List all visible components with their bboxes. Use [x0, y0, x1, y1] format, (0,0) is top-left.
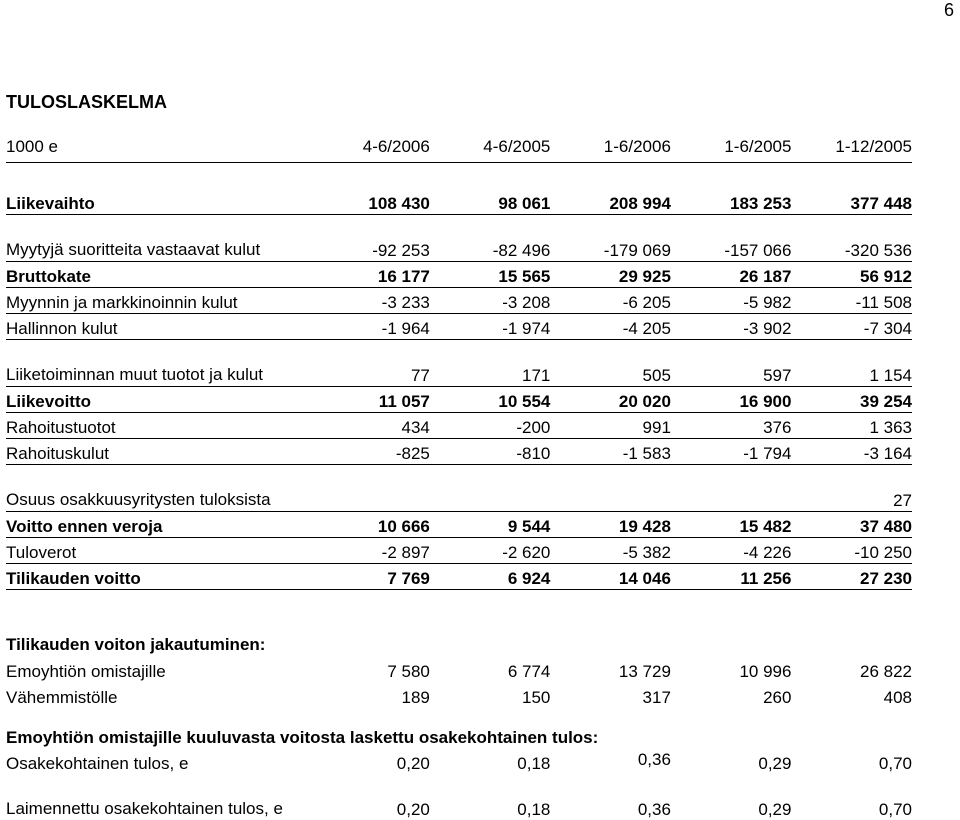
table-row [6, 413, 912, 439]
table-row [6, 387, 912, 413]
cell-value: 77 [309, 340, 430, 387]
table-row [6, 564, 912, 590]
table-row [6, 512, 912, 538]
cell-value: 377 448 [791, 189, 912, 215]
row-label: Hallinnon kulut [6, 314, 309, 340]
cell-value: 6 774 [507, 662, 551, 681]
eps-row [6, 748, 912, 774]
cell-value: -1 964 [309, 314, 430, 340]
cell-value: 19 428 [550, 512, 671, 538]
unit-label: 1000 e [6, 132, 309, 163]
cell-value: -4 226 [671, 538, 792, 564]
column-header: 4-6/2005 [430, 132, 551, 163]
cell-value: 27 230 [791, 564, 912, 590]
cell-value: 150 [522, 688, 551, 707]
cell-value: -1 794 [671, 439, 792, 465]
spacer-row [6, 708, 912, 728]
column-header: 1-6/2005 [671, 132, 792, 163]
cell-value [550, 465, 671, 512]
cell-value: 183 253 [671, 189, 792, 215]
table-row [6, 189, 912, 215]
cell-value: -825 [309, 439, 430, 465]
row-label: Rahoitustuotot [6, 413, 309, 439]
allocation-row [6, 682, 912, 708]
allocation-heading-row [6, 610, 912, 656]
cell-value [309, 465, 430, 512]
cell-value: -6 205 [550, 288, 671, 314]
row-label: Liikevaihto [6, 189, 309, 215]
row-label: Liiketoiminnan muut tuotot ja kulut [6, 340, 309, 387]
cell-value: 0,18 [517, 754, 551, 773]
cell-value: 0,70 [878, 800, 912, 819]
cell-value: 9 544 [430, 512, 551, 538]
cell-value: -4 205 [550, 314, 671, 340]
cell-value: 29 925 [550, 262, 671, 288]
cell-value: -7 304 [791, 314, 912, 340]
table-row [6, 439, 912, 465]
cell-value: 56 912 [791, 262, 912, 288]
cell-value: 0,29 [758, 754, 792, 773]
allocation-row [6, 656, 912, 682]
cell-value: -179 069 [550, 215, 671, 262]
cell-value [430, 465, 551, 512]
income-statement-table [6, 132, 912, 820]
cell-value: 16 900 [671, 387, 792, 413]
cell-value: 408 [883, 688, 912, 707]
row-label: Osuus osakkuusyritysten tuloksista [6, 465, 309, 512]
cell-value: 10 554 [430, 387, 551, 413]
cell-value: -82 496 [430, 215, 551, 262]
cell-value: 1 363 [791, 413, 912, 439]
table-row [6, 215, 912, 262]
row-label: Liikevoitto [6, 387, 309, 413]
cell-value: 260 [763, 688, 792, 707]
allocation-heading: Tilikauden voiton jakautuminen: [6, 635, 266, 654]
table-row [6, 262, 912, 288]
cell-value: -810 [430, 439, 551, 465]
cell-value: -320 536 [791, 215, 912, 262]
cell-value: 505 [550, 340, 671, 387]
cell-value: -11 508 [791, 288, 912, 314]
cell-value: -3 233 [309, 288, 430, 314]
row-label: Myytyjä suoritteita vastaavat kulut [6, 215, 309, 262]
cell-value: 208 994 [550, 189, 671, 215]
eps-heading-row [6, 728, 912, 748]
cell-value: 15 482 [671, 512, 792, 538]
cell-value: 376 [671, 413, 792, 439]
row-label: Tilikauden voitto [6, 564, 309, 590]
cell-value: 0,20 [396, 800, 430, 819]
cell-value: -2 620 [430, 538, 551, 564]
cell-value: 189 [401, 688, 430, 707]
cell-value: 14 046 [550, 564, 671, 590]
cell-value: -5 382 [550, 538, 671, 564]
cell-value: 26 187 [671, 262, 792, 288]
cell-value: 1 154 [791, 340, 912, 387]
cell-value: 434 [309, 413, 430, 439]
row-label: Voitto ennen veroja [6, 512, 309, 538]
cell-value: -10 250 [791, 538, 912, 564]
row-label: Emoyhtiön omistajille [6, 662, 166, 681]
cell-value: 0,70 [878, 754, 912, 773]
cell-value: 0,29 [758, 800, 792, 819]
cell-value: -1 974 [430, 314, 551, 340]
cell-value: -1 583 [550, 439, 671, 465]
cell-value: 108 430 [309, 189, 430, 215]
cell-value: -3 902 [671, 314, 792, 340]
spacer-row [6, 590, 912, 611]
cell-value: 0,18 [517, 800, 551, 819]
cell-value: 11 057 [309, 387, 430, 413]
column-header: 1-6/2006 [550, 132, 671, 163]
row-label: Tuloverot [6, 538, 309, 564]
cell-value: 98 061 [430, 189, 551, 215]
cell-value: 16 177 [309, 262, 430, 288]
cell-value: -2 897 [309, 538, 430, 564]
cell-value: 15 565 [430, 262, 551, 288]
page-number: 6 [943, 0, 954, 20]
cell-value: 317 [642, 688, 671, 707]
table-header-row [6, 132, 912, 163]
cell-value: 171 [430, 340, 551, 387]
cell-value: 7 580 [387, 662, 430, 681]
cell-value: 0,36 [637, 800, 671, 819]
cell-value: 7 769 [309, 564, 430, 590]
cell-value: 0,36 [637, 750, 671, 769]
cell-value: -92 253 [309, 215, 430, 262]
cell-value: 13 729 [618, 662, 671, 681]
cell-value: 20 020 [550, 387, 671, 413]
row-label: Bruttokate [6, 262, 309, 288]
eps-heading: Emoyhtiön omistajille kuuluvasta voitosta laskettu osakekohtainen tulos: [6, 728, 599, 747]
table-row [6, 340, 912, 387]
cell-value: 0,20 [396, 754, 430, 773]
spacer-row [6, 163, 912, 190]
table-row [6, 288, 912, 314]
cell-value [671, 465, 792, 512]
page-title: TULOSLASKELMA [6, 92, 167, 112]
row-label: Vähemmistölle [6, 688, 118, 707]
table-row [6, 538, 912, 564]
cell-value: 597 [671, 340, 792, 387]
cell-value: 10 666 [309, 512, 430, 538]
cell-value: 991 [550, 413, 671, 439]
cell-value: -3 164 [791, 439, 912, 465]
column-header: 4-6/2006 [309, 132, 430, 163]
cell-value: -200 [430, 413, 551, 439]
row-label: Laimennettu osakekohtainen tulos, e [6, 799, 283, 818]
cell-value: -157 066 [671, 215, 792, 262]
row-label: Osakekohtainen tulos, e [6, 754, 189, 773]
cell-value: -5 982 [671, 288, 792, 314]
cell-value: 6 924 [430, 564, 551, 590]
table-row [6, 465, 912, 512]
row-label: Rahoituskulut [6, 439, 309, 465]
table-row [6, 314, 912, 340]
cell-value: 27 [791, 465, 912, 512]
eps-row [6, 774, 912, 820]
cell-value: 26 822 [860, 662, 912, 681]
column-header: 1-12/2005 [791, 132, 912, 163]
cell-value: 39 254 [791, 387, 912, 413]
cell-value: 11 256 [671, 564, 792, 590]
cell-value: 10 996 [739, 662, 792, 681]
cell-value: -3 208 [430, 288, 551, 314]
row-label: Myynnin ja markkinoinnin kulut [6, 288, 309, 314]
cell-value: 37 480 [791, 512, 912, 538]
